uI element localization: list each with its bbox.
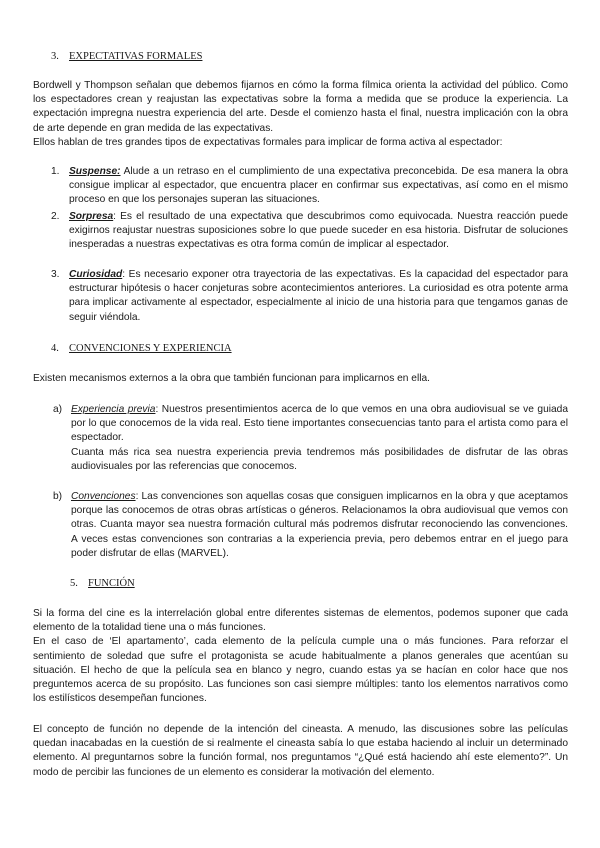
paragraph-text: Ellos hablan de tres grandes tipos de expectativas formales para implicar de forma activa al espectador: bbox=[33, 136, 503, 148]
list-marker: 3. bbox=[51, 269, 60, 280]
list-item-experiencia-previa bbox=[53, 403, 568, 474]
item-text: : Es el resultado de una expectativa que descubrimos como equivocada. Nuestra reacción puede exigirnos reajustar nuestras suposiciones sobre lo que puede suceder en esa historia. Disfrutar de soluciones inesperadas a nuestras expectativas es otra forma común de implicar al espectador. bbox=[69, 211, 568, 251]
paragraph-text: El concepto de función no depende de la intención del cineasta. A menudo, las discusiones sobre las películas quedan inacabadas en la cuestión de si realmente el cineasta sabía lo que estaba haciendo al incluir un determinado elemento. Al preguntarnos sobre la función formal, nos preguntamos “¿Qué está haciendo ahí este elemento?”. Un modo de percibir las funciones de un elemento es considerar la motivación del elemento. bbox=[33, 724, 568, 778]
convenciones-intro bbox=[33, 372, 568, 386]
item-text: : Nuestros presentimientos acerca de lo que vemos en una obra audiovisual se ve guiada por lo que conocemos de la vida real. Esto tiene importantes consecuencias tanto para el artista como para el espectador. bbox=[71, 404, 568, 444]
item-extra-text: Cuanta más rica sea nuestra experiencia previa tendremos más posibilidades de disfrutar de las obras audiovisuales por las referencias que conocemos. bbox=[71, 446, 568, 472]
paragraph-text: En el caso de ‘El apartamento’, cada elemento de la película cumple una o más funciones. Para reforzar el sentimiento de soledad que sufre el protagonista se acude habitualmente a planos generales que acentúan su situación. El hecho de que la película sea en blanco y negro, cuando estas ya se hacían en color hace que nos preguntemos acerca de su propósito. Las funciones son casi siempre múltiples: tanto los elementos narrativos como los estilísticos desempeñan funciones. bbox=[33, 636, 568, 705]
list-item-curiosidad bbox=[51, 268, 568, 325]
list-marker: 1. bbox=[51, 166, 60, 177]
section-title: FUNCIÓN bbox=[88, 578, 135, 589]
item-text: Alude a un retraso en el cumplimiento de una expectativa preconcebida. De esa manera la obra consigue implicar al espectador, que encuentra placer en confirmar sus expectativas, así como en el mismo proceso en que los personajes superan las situaciones. bbox=[69, 166, 568, 206]
section-title: CONVENCIONES Y EXPERIENCIA bbox=[69, 343, 232, 354]
section-number: 4. bbox=[51, 343, 59, 354]
term-convenciones: Convenciones bbox=[71, 491, 136, 502]
funcion-paragraph bbox=[33, 607, 568, 706]
section-heading-convenciones bbox=[51, 343, 232, 354]
list-item-sorpresa bbox=[51, 210, 568, 253]
list-item-suspense bbox=[51, 165, 568, 208]
section-number: 3. bbox=[51, 51, 59, 62]
list-item-convenciones bbox=[53, 490, 568, 561]
list-marker: 2. bbox=[51, 211, 60, 222]
section-heading-funcion bbox=[70, 578, 135, 589]
term-curiosidad: Curiosidad bbox=[69, 269, 123, 280]
section-number: 5. bbox=[70, 578, 78, 589]
term-sorpresa: Sorpresa bbox=[69, 211, 114, 222]
section-heading-expectativas bbox=[51, 51, 202, 62]
term-experiencia-previa: Experiencia previa bbox=[71, 404, 156, 415]
list-marker: a) bbox=[53, 404, 63, 415]
term-suspense: Suspense: bbox=[69, 166, 121, 177]
item-text: : Es necesario exponer otra trayectoria de las expectativas. Es la capacidad del espectador para estructurar hipótesis o hacer conjeturas sobre acontecimientos anteriores. La curiosidad es otra potente arma para implicar activamente al espectador, especialmente al inicio de una historia para que tengamos ganas de seguir viéndola. bbox=[69, 269, 568, 323]
paragraph-text: Bordwell y Thompson señalan que debemos fijarnos en cómo la forma fílmica orienta la actividad del público. Como los espectadores crean y reajustan las expectativas sobre la forma a medida que se produce la experiencia. La expectación impregna nuestra experiencia del arte. Desde el comienzo hasta el final, nuestra implicación con la obra de arte depende en gran medida de las expectativas. bbox=[33, 80, 568, 134]
paragraph-text: Existen mecanismos externos a la obra que también funcionan para implicarnos en ella. bbox=[33, 373, 430, 384]
funcion-paragraph-concepto bbox=[33, 723, 568, 780]
list-marker: b) bbox=[53, 491, 63, 502]
expectativas-paragraph bbox=[33, 79, 568, 150]
section-title: EXPECTATIVAS FORMALES bbox=[69, 51, 203, 62]
item-text: : Las convenciones son aquellas cosas que consiguen implicarnos en la obra y que aceptamos porque las conocemos de otras obras artísticas o géneros. Relacionamos la obra audiovisual que vemos con otras. Cuanta mayor sea nuestra formación cultural más podremos disfrutar reconociendo las convenciones. A veces estas convenciones son contrarias a la experiencia previa, pero debemos entrar en el juego para poder disfrutar de ellas (MARVEL). bbox=[71, 491, 568, 559]
paragraph-text: Si la forma del cine es la interrelación global entre diferentes sistemas de elementos, podemos suponer que cada elemento de la totalidad tiene una o más funciones. bbox=[33, 608, 568, 634]
